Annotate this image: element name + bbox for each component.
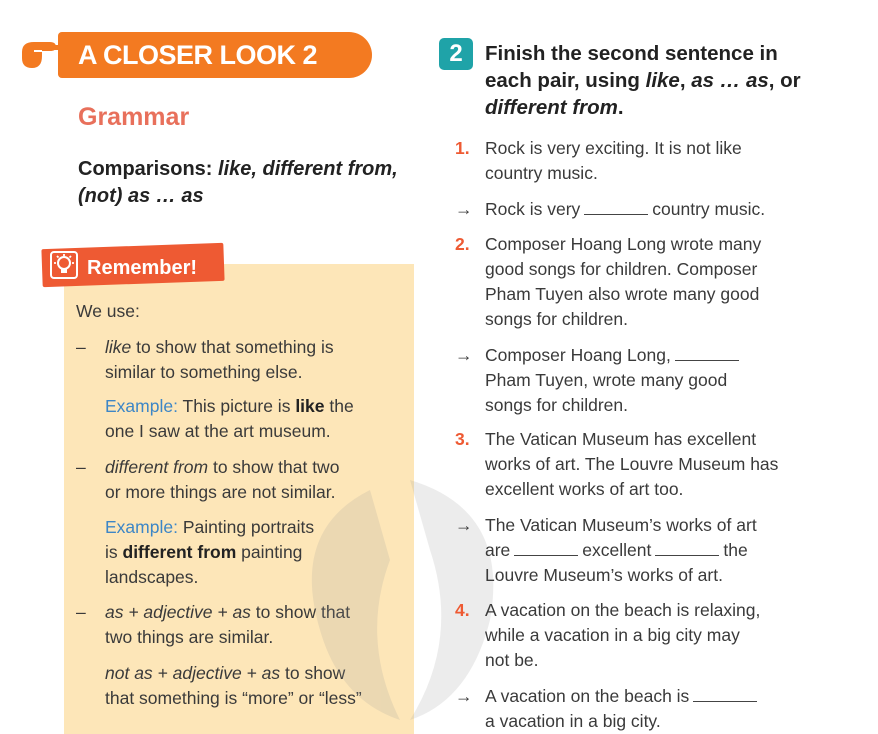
exercise-number-badge: 2 xyxy=(439,38,473,70)
pointing-hand-icon xyxy=(20,34,70,74)
example-text: Painting portraits xyxy=(177,517,315,537)
answer-text: are xyxy=(485,540,511,560)
prompt-line: songs for children. xyxy=(485,309,628,329)
page-title: A CLOSER LOOK 2 xyxy=(78,40,318,70)
question-2-answer xyxy=(485,343,865,418)
instruction-text: , or xyxy=(768,69,801,92)
rule-keyword: as + adjective + as xyxy=(105,602,251,622)
comparisons-title-italic: like, different from, (not) as … as xyxy=(78,158,398,207)
answer-line xyxy=(485,538,865,563)
example-keyword: different from xyxy=(122,542,237,562)
prompt-line: country music. xyxy=(485,163,598,183)
question-4-answer xyxy=(485,684,865,731)
prompt-line: A vacation on the beach is relaxing, xyxy=(485,600,761,620)
instruction-text: , xyxy=(679,69,692,92)
remember-intro: We use: xyxy=(76,301,140,321)
instruction-keyword: like xyxy=(645,69,680,92)
question-3-prompt xyxy=(485,427,865,502)
answer-blank[interactable] xyxy=(584,198,648,215)
answer-text: excellent xyxy=(582,540,652,560)
instruction-keyword: different from xyxy=(485,96,618,119)
example-text: This picture is xyxy=(177,396,296,416)
question-1-prompt xyxy=(485,136,865,186)
instruction-text: each pair, using xyxy=(485,69,646,92)
question-2-prompt xyxy=(485,232,865,332)
bullet-dash: – xyxy=(76,337,86,357)
prompt-line: works of art. The Louvre Museum has xyxy=(485,454,779,474)
rule-not-as-as-line-2: that something is “more” or “less” xyxy=(105,688,362,708)
answer-line xyxy=(485,684,865,709)
example-label: Example: xyxy=(105,517,178,537)
remember-label: Remember! xyxy=(87,257,198,279)
rule-keyword: not as + adjective + as xyxy=(105,663,281,683)
prompt-line: excellent works of art too. xyxy=(485,479,684,499)
comparisons-title-prefix: Comparisons: xyxy=(78,158,219,180)
answer-text: Composer Hoang Long, xyxy=(485,345,671,365)
grammar-heading: Grammar xyxy=(78,103,190,131)
answer-blank[interactable] xyxy=(655,539,719,556)
arrow-icon: → xyxy=(455,515,473,535)
answer-line: Louvre Museum’s works of art. xyxy=(485,565,723,585)
answer-line xyxy=(485,343,865,368)
example-text: is xyxy=(105,542,123,562)
example-text: the xyxy=(324,396,354,416)
rule-desc: to show xyxy=(280,663,346,683)
arrow-icon: → xyxy=(455,345,473,365)
example-like-line-2: one I saw at the art museum. xyxy=(105,421,331,441)
question-1-answer xyxy=(485,197,865,222)
bullet-dash: – xyxy=(76,457,86,477)
instruction-text: . xyxy=(617,96,624,119)
prompt-line: Pham Tuyen also wrote many good xyxy=(485,284,760,304)
question-number: 4. xyxy=(455,600,470,620)
rule-like-line-2: similar to something else. xyxy=(105,362,303,382)
comparisons-title xyxy=(78,156,408,210)
prompt-line: Composer Hoang Long wrote many xyxy=(485,234,762,254)
example-label: Example: xyxy=(105,396,178,416)
arrow-icon: → xyxy=(455,686,473,706)
question-number: 1. xyxy=(455,138,470,158)
question-number: 2. xyxy=(455,234,470,254)
rule-different-from-line-2: or more things are not similar. xyxy=(105,482,336,502)
answer-text: Rock is very xyxy=(485,199,581,219)
question-number: 3. xyxy=(455,429,470,449)
answer-line: a vacation in a big city. xyxy=(485,711,661,731)
answer-text: country music. xyxy=(652,199,766,219)
rule-like-line-1 xyxy=(105,335,405,360)
instruction-keyword: as … as xyxy=(691,69,769,92)
answer-line: The Vatican Museum’s works of art xyxy=(485,515,757,535)
example-like-line-1 xyxy=(105,394,405,419)
example-different-from-line-3: landscapes. xyxy=(105,567,199,587)
answer-blank[interactable] xyxy=(675,344,739,361)
rule-desc: to show that xyxy=(250,602,351,622)
rule-keyword: like xyxy=(105,337,132,357)
prompt-line: while a vacation in a big city may xyxy=(485,625,740,645)
answer-line: Pham Tuyen, wrote many good xyxy=(485,370,728,390)
answer-blank[interactable] xyxy=(693,685,757,702)
example-text: painting xyxy=(236,542,303,562)
answer-blank[interactable] xyxy=(514,539,578,556)
question-4-prompt xyxy=(485,598,865,673)
answer-line: songs for children. xyxy=(485,395,628,415)
rule-keyword: different from xyxy=(105,457,209,477)
rule-as-as-line-2: two things are similar. xyxy=(105,627,274,647)
prompt-line: Rock is very exciting. It is not like xyxy=(485,138,742,158)
prompt-line: good songs for children. Composer xyxy=(485,259,758,279)
rule-desc: to show that two xyxy=(208,457,340,477)
answer-text: A vacation on the beach is xyxy=(485,686,690,706)
lightbulb-icon xyxy=(50,251,78,279)
instruction-line-1: Finish the second sentence in xyxy=(485,42,778,65)
exercise-instruction xyxy=(485,40,855,121)
example-keyword: like xyxy=(295,396,325,416)
rule-like xyxy=(105,335,405,385)
rule-desc: to show that something is xyxy=(131,337,334,357)
prompt-line: The Vatican Museum has excellent xyxy=(485,429,757,449)
arrow-icon: → xyxy=(455,199,473,219)
question-3-answer xyxy=(485,513,865,588)
prompt-line: not be. xyxy=(485,650,539,670)
example-like xyxy=(105,394,405,444)
instruction-line-2 xyxy=(485,67,855,94)
instruction-line-3 xyxy=(485,94,855,121)
answer-text: the xyxy=(723,540,748,560)
bullet-dash: – xyxy=(76,602,86,622)
